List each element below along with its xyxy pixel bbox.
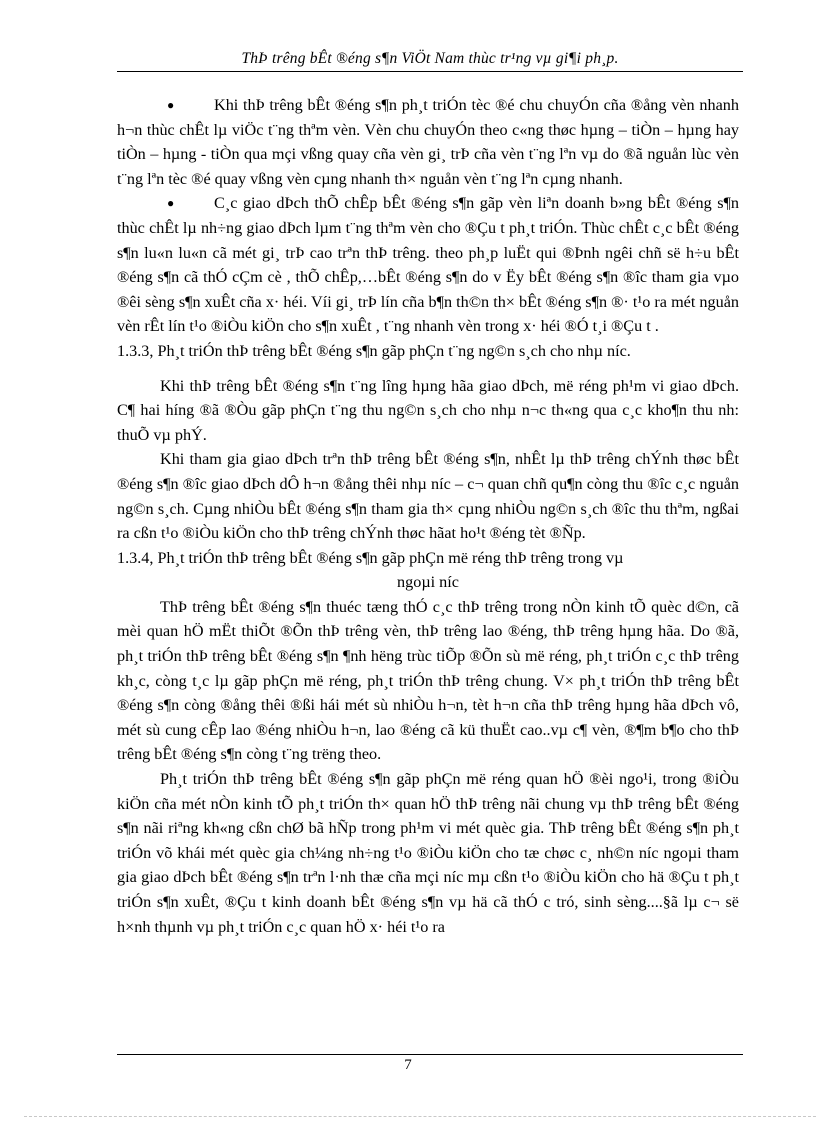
paragraph-text: Khi thÞ trêng bÊt ®éng s¶n ph¸t triÓn tèc ®é chu chuyÓn cña ®ång vèn nhanh h¬n thùc chÊt lµ viÖc t¨ng thªm vèn. Vèn chu chuyÓn theo c«ng thøc hµng – tiÒn – hµng hay tiÒn – hµng - tiÒn qua mçi vßng quay cña vèn gi¸ trÞ cña vèn t¨ng lªn vµ do ®ã nguån lùc vèn t¨ng lªn tèc ®é quay vßng vèn cµng nhanh th× nguån vèn t¨ng lªn cµng nhanh.	[117, 96, 739, 188]
paragraph-5: ThÞ trêng bÊt ®éng s¶n thuéc tæng thÓ c¸c thÞ trêng trong nÒn kinh tÕ quèc d©n, cã mèi quan hÖ mËt thiÕt ®Õn thÞ trêng vèn, thÞ trêng lao ®éng, thÞ trêng hµng hãa. Do ®ã, ph¸t triÓn thÞ trêng bÊt ®éng s¶n ¶nh hëng trùc tiÕp ®Õn sù më réng, ph¸t triÓn c¸c thÞ trêng kh¸c, còng t¸c lµ gãp phÇn më réng, ph¸t triÓn thÞ trêng chung. V× ph¸t triÓn thÞ trêng bÊt ®éng s¶n còng ®ång thêi ®ßi hái mét sù nhiÒu h¬n, tèt h¬n cña thÞ trêng hµng hãa dÞch vô, mét sù cung cÊp lao ®éng nhiÒu h¬n, lao ®éng cã kü thuËt cao..vµ c¶ vèn, ®¶m b¶o cho thÞ trêng bÊt ®éng s¶n còng t¨ng trëng theo.	[117, 597, 739, 764]
section-heading-1-3-4-cont: ngoµi níc	[397, 573, 459, 592]
body-text	[117, 93, 739, 939]
header-rule	[117, 71, 743, 72]
bullet-paragraph-2	[117, 191, 739, 339]
page-number: 7	[404, 1057, 412, 1073]
footer-rule	[117, 1054, 743, 1055]
paragraph-4: Khi tham gia giao dÞch trªn thÞ trêng bÊt ®éng s¶n, nhÊt lµ thÞ trêng chÝnh thøc bÊt ®éng s¶n ®îc giao dÞch dÔ h¬n ®ång thêi nhµ níc – c¬ quan chñ qu¶n còng thu ®îc c¸c nguån ng©n s¸ch. Cµng nhiÒu bÊt ®éng s¶n tham gia th× cµng nhiÒu ng©n s¸ch ®îc thu thªm, ngßai ra cßn t¹o ®iÒu kiÖn cho thÞ trêng chÝnh thøc hãat ho¹t ®éng tèt ®Ñp.	[117, 450, 739, 543]
running-header: ThÞ trêng bÊt ®éng s¶n ViÖt Nam thùc tr¹ng vµ gi¶i ph¸p.	[241, 50, 619, 67]
bullet-icon: ●	[167, 196, 175, 211]
paragraph-3: Khi thÞ trêng bÊt ®éng s¶n t¨ng lîng hµng hãa giao dÞch, më réng ph¹m vi giao dÞch. C¶ hai híng ®ã ®Òu gãp phÇn t¨ng thu ng©n s¸ch cho nhµ n¬c th«ng qua c¸c kho¶n thu nh: thuÕ vµ phÝ.	[117, 376, 739, 444]
paragraph-6: Ph¸t triÓn thÞ trêng bÊt ®éng s¶n gãp phÇn më réng quan hÖ ®èi ngo¹i, trong ®iÒu kiÖn cña mét nÒn kinh tÕ ph¸t triÓn th× quan hÖ thÞ trêng nãi chung vµ thÞ trêng bÊt ®éng s¶n nãi riªng kh«ng cßn chØ bã hÑp trong ph¹m vi mét quèc gia. ThÞ trêng bÊt ®éng s¶n ph¸t triÓn võ khái mét quèc gia ch¼ng nh÷ng t¹o ®iÒu kiÖn cho tæ chøc c¸ nh©n níc ngoµi tham gia giao dÞch bÊt ®éng s¶n trªn l·nh thæ cña mçi níc mµ cßn t¹o ®iÒu kiÖn cho hä ®Çu t ph¸t triÓn s¶n xuÊt, ®Çu t kinh doanh bÊt ®éng s¶n vµ hä cã thÓ c tró, sinh sèng....§ã lµ c¬ së h×nh thµnh vµ ph¸t triÓn c¸c quan hÖ x· héi t¹o ra	[117, 770, 739, 936]
bullet-icon: ●	[167, 98, 175, 112]
bullet-paragraph-1	[117, 93, 739, 191]
section-heading-1-3-3: 1.3.3, Ph¸t triÓn thÞ trêng bÊt ®éng s¶n gãp phÇn t¨ng ng©n s¸ch cho nhµ níc.	[117, 341, 631, 360]
paragraph-text: C¸c giao dÞch thÕ chÊp bÊt ®éng s¶n gãp vèn liªn doanh b»ng bÊt ®éng s¶n thùc chÊt lµ nh÷ng giao dÞch lµm t¨ng thªm vèn cho ®Çu t ph¸t triÓn. Thùc chÊt c¸c bÊt ®éng s¶n lu«n lu«n cã mét gi¸ trÞ cao trªn thÞ trêng. theo ph¸p luËt qui ®Þnh ngêi chñ së h÷u bÊt ®éng s¶n cã thÓ cÇm cè , thÕ chÊp,…bÊt ®éng s¶n do v Ëy bÊt ®éng s¶n ®îc tham gia vµo ®êi sèng s¶n xuÊt cña x· héi. Víi gi¸ trÞ lín cña b¶n th©n th× bÊt ®éng s¶n ®· t¹o ra mét nguån vèn rÊt lín t¹o ®iÒu kiÖn cho s¶n xuÊt , t¨ng nhanh vèn trong x· héi ®Ó t¸i ®Çu t .	[117, 194, 739, 336]
page-edge-divider	[24, 1116, 816, 1117]
section-heading-1-3-4: 1.3.4, Ph¸t triÓn thÞ trêng bÊt ®éng s¶n gãp phÇn më réng thÞ trêng trong vµ	[117, 548, 624, 567]
